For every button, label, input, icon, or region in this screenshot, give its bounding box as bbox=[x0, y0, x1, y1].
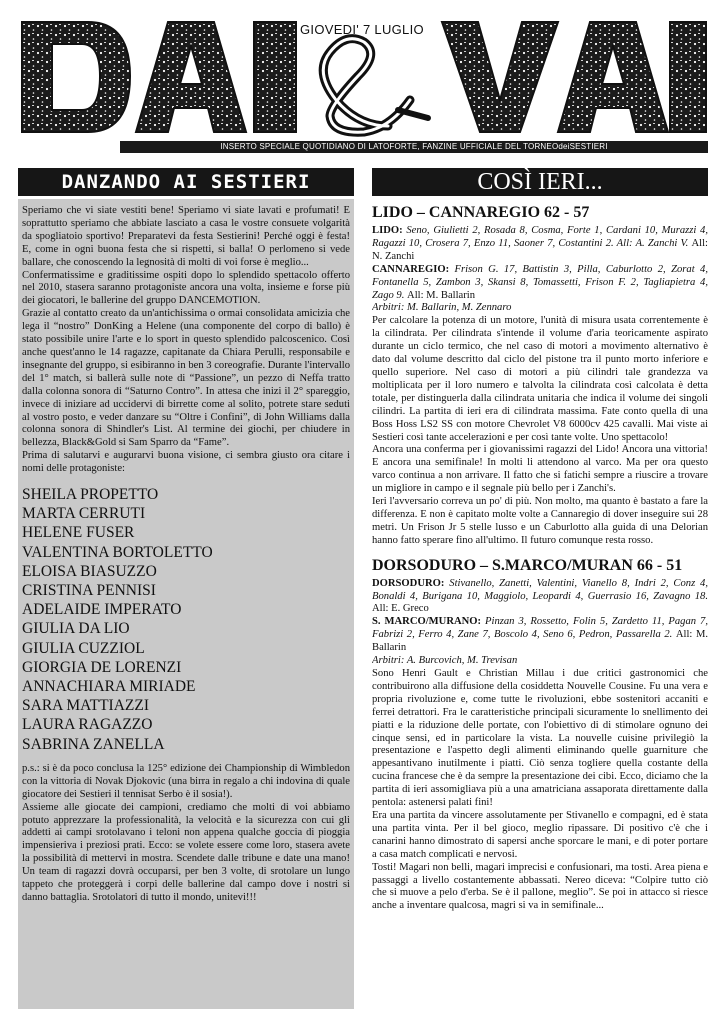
match1-referees: Arbitri: M. Ballarin, M. Zennaro bbox=[372, 302, 512, 314]
dancer-name: ANNACHIARA MIRIADE bbox=[22, 678, 196, 696]
match2-team1-coach: All: E. Greco bbox=[372, 603, 429, 615]
postscript-paragraph-2: Assieme alle giocate dei campioni, crediamo che molti di voi abbiamo potuto apprezzare la professionalità, la velocità e la sicurezza con cui gli addetti ai campi srotolavano i teloni non appena qualche goccia di pioggia impensieriva i preziosi prati. Ecco: se volete essere come loro, stasera avete la possibilità di mettervi in mostra. Scendete dalle tribune e date una mano! Un team di ragazzi dovrà occuparsi, per ben 3 volte, di srotolare un lungo tappeto che proteggerà i corpi delle ballerine dal campo dove i nostri si danno battaglia. Srotolatori di tutto il mondo, unitevi!!! bbox=[22, 801, 350, 903]
dancer-name: MARTA CERRUTI bbox=[22, 505, 146, 523]
postscript-paragraph: p.s.: si è da poco conclusa la 125° edizione dei Championship di Wimbledon con la vittoria di Novak Djokovic (una birra in regalo a chi indovina di quale giocatore dei Sestieri il tennisat Serbo è il sosia!). bbox=[22, 762, 350, 800]
match2-team1-players: Stivanello, Zanetti, Valentini, Vianello 8, Indri 2, Conz 4, Bonaldi 4, Burigana 10, Maggiolo, Leopardi 4, Guerrasio 16, Zavagno 18. bbox=[372, 577, 708, 602]
match1-lineup-team2 bbox=[372, 264, 708, 303]
closing-paragraph: Prima di salutarvi e augurarvi buona visione, ci sembra giusto ora citare i nomi delle protagoniste: bbox=[22, 450, 350, 475]
dancer-name: SABRINA ZANELLA bbox=[22, 735, 165, 753]
match1-team1-players: Seno, Giulietti 2, Rosada 8, Cosma, Forte 1, Cardani 10, Murazzi 4, Ragazzi 10, Crosera 7, Enzo 11, Saoner 7, Costantini 2. All: A. Zanchi V. bbox=[372, 225, 708, 249]
match1-team2-players: Frison G. 17, Battistin 3, Pilla, Caburlotto 2, Zorat 4, Fontanella 5, Zambon 3, Skansi 8, Tomassetti, Frison F. 2, Tagliapietra 4, Zago 9. bbox=[372, 263, 708, 301]
match1-lineup-team1 bbox=[372, 225, 708, 264]
dancer-name: HELENE FUSER bbox=[22, 524, 135, 542]
match2-referees: Arbitri: A. Burcovich, M. Trevisan bbox=[372, 655, 518, 667]
match2-team2-players: Pinzan 3, Rossetto, Folin 5, Zardetto 11, Pagan 7, Fabrizi 2, Ferro 4, Zane 7, Boscolo 4, Seno 6, Pedron, Passarella 2. bbox=[372, 616, 708, 641]
logo-letter-i bbox=[254, 22, 296, 132]
logo-letter-d bbox=[22, 22, 130, 132]
dancer-name: ADELAIDE IMPERATO bbox=[22, 601, 182, 619]
logo-letter-i2 bbox=[670, 22, 706, 132]
match2-lineup-team2 bbox=[372, 616, 708, 655]
issue-date: GIOVEDI' 7 LUGLIO bbox=[300, 22, 424, 37]
dancer-name: SHEILA PROPETTO bbox=[22, 486, 159, 504]
right-column bbox=[372, 199, 708, 1019]
dancer-name: ELOISA BIASUZZO bbox=[22, 562, 157, 580]
match2-team2-label: S. MARCO/MURANO: bbox=[372, 616, 482, 628]
right-heading: COSÌ IERI... bbox=[372, 168, 708, 196]
dancer-name: GIULIA CUZZIOL bbox=[22, 639, 145, 657]
dancer-name: SARA MATTIAZZI bbox=[22, 697, 150, 715]
match1-paragraph-2: Ancora una conferma per i giovanissimi ragazzi del Lido! Ancora una vittoria! E ancora una semifinale! In molti li attendono al varco. Ma per ora questo varco continua a non arrivare. Il fatto che si fatichi sempre a riuscire a trovare un migliore in campo e il segnale più bello per i Zanchi's. bbox=[372, 444, 708, 495]
guests-paragraph: Confermatissime e graditissime ospiti dopo lo splendido spettacolo offerto nel 2010, stasera saranno protagoniste ancora una volta, insieme e forse più dei giocatori, le ballerine del gruppo DANCEMOTION. bbox=[22, 269, 350, 307]
match2-paragraph: Sono Henri Gault e Christian Millau i due critici gastronomici che contribuirono alla diffusione della cosiddetta Nouvelle Cousine. Fu una vera e propria rivoluzione e, come tutte le rivoluzioni, ebbe sostenitori accaniti e ferrei detrattori. Fra le caratteristiche principali sicuramente lo snellimento dei piatti e la riduzione delle portate, con l'obiettivo di di stimolare ognuno dei cinque sensi, ed in particolare la vista. La nouvelle cuisine privilegiò la presentazione e l'aspetto degli alimenti eliminando quelle guarniture che appesantivano inutilmente i piatti. Ciò senza togliere quella costante della cucina francese che è da sempre la presentazione dei cibi. Ecco, diciamo che la partita di ieri assomigliava più a una amatriciana assaporata direttamente dalla pentola: astenersi palati fini! bbox=[372, 668, 708, 809]
program-paragraph: Grazie al contatto creato da un'antichissima o ormai consolidata amicizia che lega il “nostro” DonKing a Helene (una componente del corpo di ballo) è stato possibile unire l'arte e lo sport in questo splendido palcoscenico. Così anche quest'anno le 14 ragazze, capitanate da Chiara Perulli, responsabile e insegnante del gruppo, si esibiranno in ben 3 coreografie. Durante l'intervallo del 1° match, si ballerà sulle note di “Passione”, un pezzo di Neffa tratto dalla colonna sonora di “Saturno Contro”. In attesa che inizi il 2° spareggio, invece di iniziare ad uccidervi di birrette come al solito, potrete stare seduti al vostro posto, e veder danzare su “Oltre i Confini”, di John Williams dalla colonna sonora di Shindler's List. Al termine dei giochi, per chiudere in bellezza, Black&Gold si Sam Sparro da “Fame”. bbox=[22, 308, 350, 449]
logo-ampersand bbox=[323, 39, 428, 133]
match1-team2-coach: All: M. Ballarin bbox=[407, 289, 476, 301]
match1-team1-coach: All: N. Zanchi bbox=[372, 237, 708, 262]
logo-letter-v bbox=[442, 22, 558, 132]
logo-letter-a2 bbox=[558, 22, 668, 132]
intro-paragraph: Speriamo che vi siate vestiti bene! Speriamo vi siate lavati e profumati! E soprattutto speriamo che abbiate lasciato a casa le vostre consuete volgarità da spogliatoio sportivo! Preparatevi da festa Sestierini! Perché oggi è festa! E, come in ogni buona festa che si rispetti, si balla! O perlomeno si vede ballare, che conoscendo la legnosità di molti di voi forse è meglio... bbox=[22, 205, 350, 268]
match1-team1-label: LIDO: bbox=[372, 225, 403, 236]
match2-paragraph-2: Era una partita da vincere assolutamente per Stivanello e compagni, ed è stata una partita vinta. Per il bel gioco, meglio ripassare. Di positivo c'è che i canarini hanno dimostrato di sapersi anche sporcare le mani, e di poter portare a casa match complicati e nervosi. bbox=[372, 809, 708, 860]
dancer-name: VALENTINA BORTOLETTO bbox=[22, 543, 213, 561]
dancer-name: GIULIA DA LIO bbox=[22, 620, 130, 638]
match2-lineup-team1 bbox=[372, 578, 708, 617]
match2-team1-label: DORSODURO: bbox=[372, 577, 445, 589]
dancer-name: LAURA RAGAZZO bbox=[22, 716, 153, 734]
dancer-name: CRISTINA PENNISI bbox=[22, 582, 156, 600]
left-heading: DANZANDO AI SESTIERI bbox=[18, 168, 354, 196]
left-column bbox=[18, 199, 354, 1009]
match2-title: DORSODURO – S.MARCO/MURAN 66 - 51 bbox=[372, 556, 683, 574]
match2-team2-coach: All: M. Ballarin bbox=[372, 629, 708, 654]
match1-title: LIDO – CANNAREGIO 62 - 57 bbox=[372, 204, 590, 221]
match2-paragraph-3: Tosti! Magari non belli, magari imprecisi e confusionari, ma tosti. Area piena e passaggi a livello costantemente abbassati. Nereo diceva: “Colpire tutto ciò che si muove a pelo d'erba. Se è il pallone, meglio”. Se poi in attacco si riesce anche a inventare qualcosa, magri si va in semifinale... bbox=[372, 861, 708, 912]
match1-paragraph-3: Ieri l'avversario correva un po' di più. Non molto, ma quanto è bastato a fare la differenza. E non è capitato molte volte a Cannaregio di dover inseguire sui 28 metri. Un Frison Jr 5 stelle lusso e un Caburlotto alla guida di una Delorian hanno fatto sperare fino all'ultimo. Il futuro comunque resta rosso. bbox=[372, 496, 708, 546]
match1-paragraph: Per calcolare la potenza di un motore, l'unità di misura usata correntemente è la cilindrata. Per cilindrata s'intende il volume d'aria teoricamente aspirato durante un ciclo termico, che nel caso di motori a movimento alternativo è dato dal volume descritto dal ciclo del pistone tra il punto morto inferiore e quello superiore. Nel caso di motori a più cilindri tale grandezza va moltiplicata per il loro numero e talvolta la cilindrata così calcolata è detta totale, per distinguerla dalla cilindrata unitaria che indica il volume dei singoli cilindri. La partita di ieri era di cilindrata massima. Fate conto quella di una Boss Hoss LS2 SS con motore Chevrolet V8 6000cv 425 cavalli. Mai viste ai Sestieri così tante accelerazioni e per così tante volte. Uno spettacolo! bbox=[372, 315, 708, 443]
logo-letter-a bbox=[136, 22, 246, 132]
dancer-name: GIORGIA DE LORENZI bbox=[22, 658, 182, 676]
dancer-names-list bbox=[22, 485, 350, 754]
masthead-banner: INSERTO SPECIALE QUOTIDIANO DI LATOFORTE, FANZINE UFFICIALE DEL TORNEOdeiSESTIERI bbox=[120, 141, 708, 153]
match1-team2-label: CANNAREGIO: bbox=[372, 263, 450, 275]
